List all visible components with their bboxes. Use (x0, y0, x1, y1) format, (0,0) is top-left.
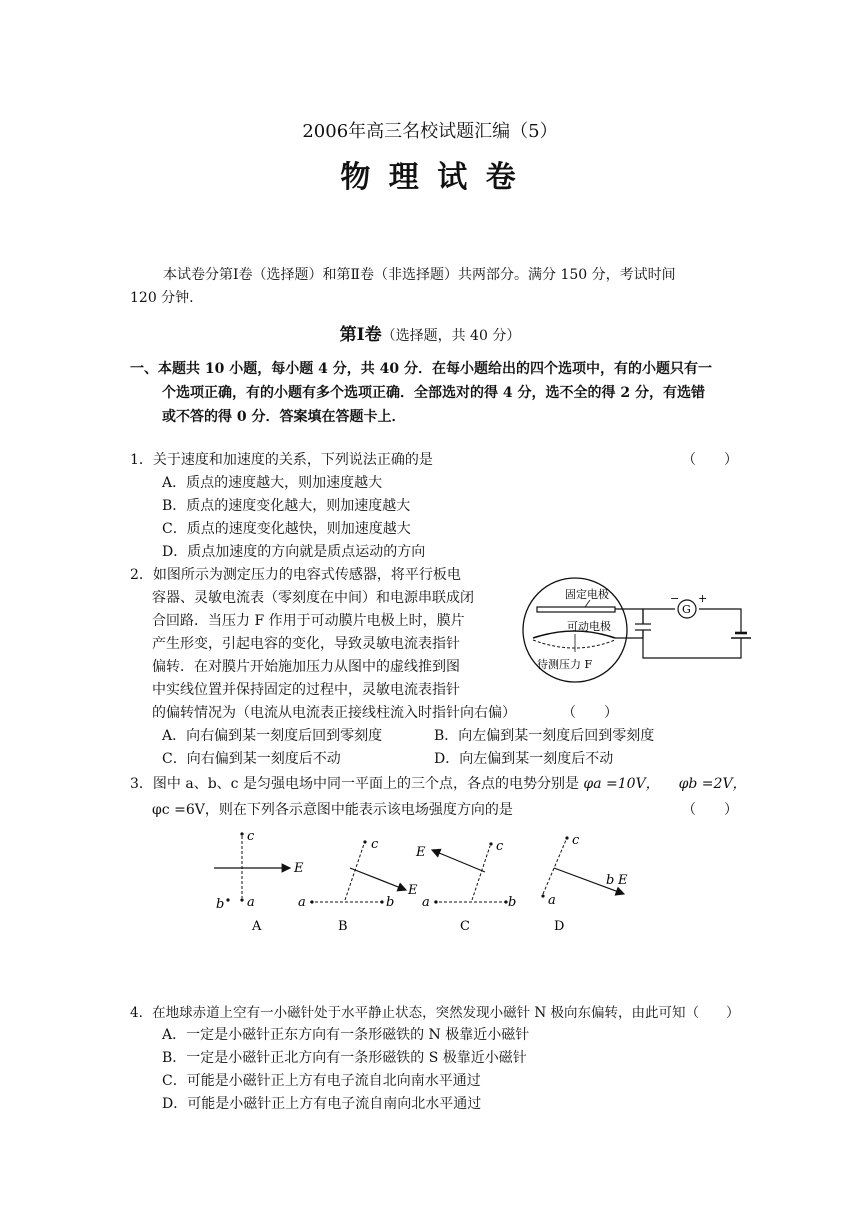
q2-sensor-figure (515, 572, 755, 692)
movable-electrode-label: 可动电极 (567, 620, 611, 633)
svg-text:b: b (216, 897, 225, 912)
q3-answer-paren: （ ） (682, 802, 738, 818)
section1-line-3: 或不答的得 0 分．答案填在答题卡上． (162, 409, 406, 425)
q3-stem: 3．图中 a、b、c 是匀强电场中同一平面上的三个点，各点的电势分别是 (130, 776, 579, 792)
meter-plus: + (698, 592, 708, 605)
q2-option-b: B．向左偏到某一刻度后回到零刻度 (434, 728, 655, 744)
galvanometer-label: G (682, 603, 691, 616)
q1-option-a: A．质点的速度越大，则加速度越大 (162, 475, 383, 491)
section1-line-1: 一、本题共 10 小题，每小题 4 分，共 40 分．在每小题给出的四个选项中，有的小题只有一 (130, 361, 712, 377)
q4-option-c: C．可能是小磁针正上方有电子流自北向南水平通过 (162, 1073, 481, 1089)
q3-figure-b (298, 837, 418, 934)
q3-field-figures (200, 826, 660, 938)
svg-text:b: b (606, 873, 615, 888)
svg-text:A: A (252, 919, 262, 934)
exam-series-title: 2006年高三名校试题汇编（5） (302, 121, 558, 142)
meter-minus: − (670, 592, 680, 605)
svg-text:D: D (554, 919, 565, 934)
svg-text:b: b (386, 895, 395, 910)
svg-text:E: E (416, 845, 426, 860)
part1-heading (0, 320, 860, 345)
pressure-label: 待测压力 F (537, 658, 593, 671)
svg-text:C: C (460, 919, 470, 934)
q2-line-4: 产生形变，引起电容的变化，导致灵敏电流表指针 (152, 636, 460, 652)
svg-text:E: E (408, 883, 418, 898)
svg-text:c: c (247, 829, 255, 844)
part1-subtitle: （选择题，共 40 分） (381, 328, 521, 344)
page-title: 物 理 试 卷 (340, 160, 520, 195)
q2-option-a: A．向右偏到某一刻度后回到零刻度 (162, 728, 383, 744)
q2-answer-paren: （ ） (562, 705, 618, 721)
q2-option-d: D．向左偏到某一刻度后不动 (434, 751, 614, 767)
q2-option-c: C．向右偏到某一刻度后不动 (162, 751, 341, 767)
q3-figure-a (214, 829, 304, 934)
q4-stem: 4．在地球赤道上空有一小磁针处于水平静止状态，突然发现小磁针 N 极向东偏转，由此可知（ ） (130, 1005, 740, 1021)
q3-line-2: φc =6V，则在下列各示意图中能表示该电场强度方向的是 (152, 802, 513, 818)
svg-text:a: a (548, 893, 556, 908)
q3-phi-b: φb =2V， (678, 776, 747, 792)
svg-text:a: a (247, 895, 255, 910)
svg-text:b: b (508, 895, 517, 910)
q2-line-1: 2．如图所示为测定压力的电容式传感器，将平行板电 (130, 567, 461, 583)
svg-text:c: c (496, 839, 504, 854)
intro-line-2: 120 分钟. (130, 290, 194, 306)
q1-stem: 1．关于速度和加速度的关系，下列说法正确的是 (130, 452, 433, 468)
q4-option-d: D．可能是小磁针正上方有电子流自南向北水平通过 (162, 1096, 482, 1112)
q2-line-3: 合回路．当压力 F 作用于可动膜片电极上时，膜片 (152, 613, 465, 629)
q3-line-1 (130, 773, 747, 793)
q4-option-b: B．一定是小磁针正北方向有一条形磁铁的 S 极靠近小磁针 (162, 1050, 527, 1066)
fixed-electrode-label: 固定电极 (565, 588, 609, 601)
intro-line-1: 本试卷分第Ⅰ卷（选择题）和第Ⅱ卷（非选择题）共两部分。满分 150 分，考试时间 (163, 267, 676, 283)
q2-line-5: 偏转．在对膜片开始施加压力从图中的虚线推到图 (152, 659, 460, 675)
q1-option-b: B．质点的速度变化越大，则加速度越大 (162, 498, 411, 514)
svg-text:B: B (338, 919, 348, 934)
q2-line-6: 中实线位置并保持固定的过程中，灵敏电流表指针 (152, 682, 460, 698)
circuit-loop (643, 609, 675, 624)
q3-figure-d (541, 833, 628, 934)
svg-text:c: c (371, 837, 379, 852)
q1-option-d: D．质点加速度的方向就是质点运动的方向 (162, 544, 426, 560)
movable-electrode-dashed (533, 640, 615, 648)
fixed-electrode-plate (537, 607, 615, 612)
q2-line-2: 容器、灵敏电流表（零刻度在中间）和电源串联成闭 (152, 590, 474, 606)
q1-option-c: C．质点的速度变化越快，则加速度越大 (162, 521, 411, 537)
svg-text:c: c (572, 833, 580, 848)
q4-option-a: A．一定是小磁针正东方向有一条形磁铁的 N 极靠近小磁针 (162, 1027, 530, 1043)
q1-answer-paren: （ ） (682, 452, 738, 468)
q3-phi-a: φa =10V， (583, 776, 660, 792)
svg-text:E: E (294, 861, 304, 876)
q2-line-7: 的偏转情况为（电流从电流表正接线柱流入时指针向右偏） (152, 705, 516, 721)
part1-title: 第Ⅰ卷 (339, 325, 382, 345)
svg-text:a: a (422, 895, 430, 910)
section1-line-2: 个选项正确，有的小题有多个选项正确．全部选对的得 4 分，选不全的得 2 分，有选错 (162, 385, 705, 401)
circuit-wire-bottom (615, 630, 643, 638)
circuit-wire-top (615, 609, 643, 624)
svg-text:E: E (618, 873, 628, 888)
q3-figure-c (415, 839, 516, 934)
svg-text:a: a (298, 895, 306, 910)
